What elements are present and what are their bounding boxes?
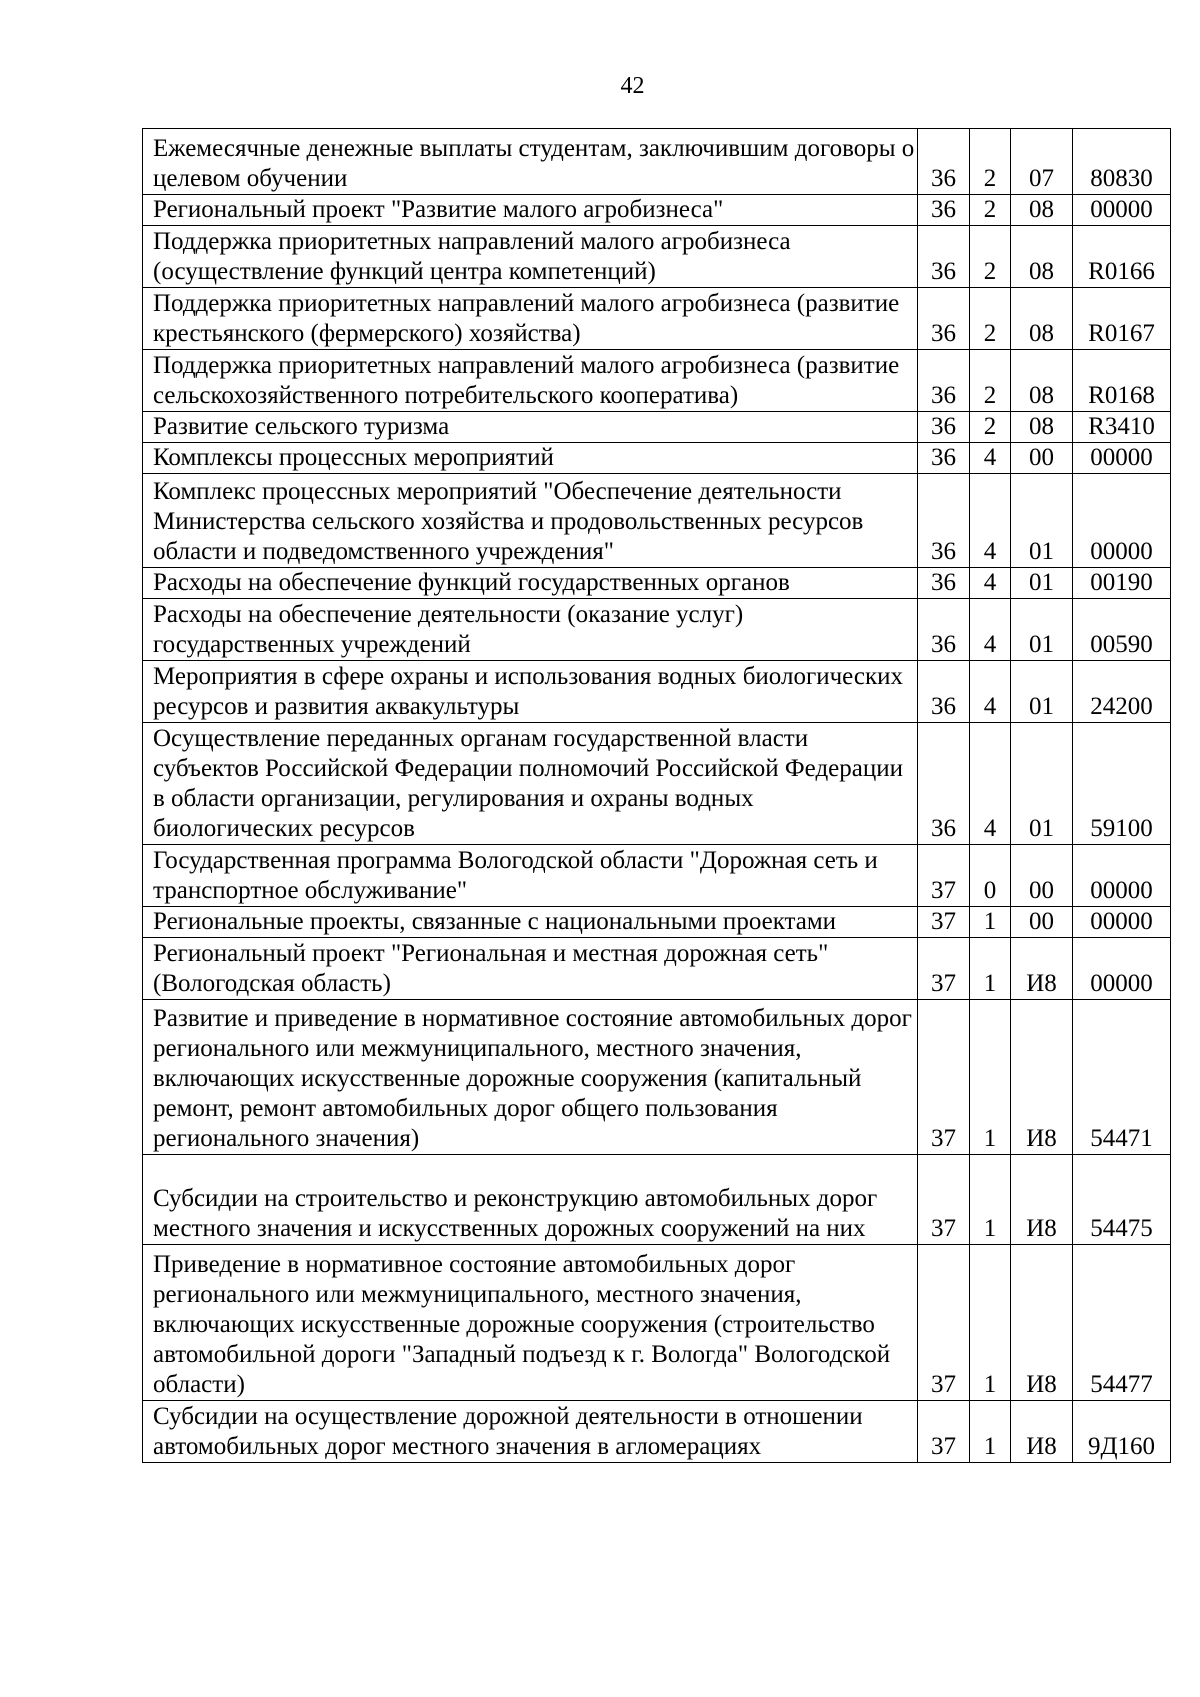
code-cell-4: 00000 bbox=[1073, 195, 1171, 226]
code-cell-2: 4 bbox=[970, 661, 1011, 723]
page-number: 42 bbox=[620, 73, 645, 99]
code-cell-3: И8 bbox=[1011, 1000, 1073, 1155]
row-name-cell: Региональный проект "Региональная и местная дорожная сеть" (Вологодская область) bbox=[143, 938, 918, 1000]
row-name-cell: Субсидии на осуществление дорожной деятельности в отношении автомобильных дорог местного значения в агломерациях bbox=[143, 1401, 918, 1463]
table-row bbox=[143, 350, 1171, 412]
table-row bbox=[143, 288, 1171, 350]
code-cell-2: 2 bbox=[970, 288, 1011, 350]
code-cell-4: 00000 bbox=[1073, 474, 1171, 568]
code-cell-1: 36 bbox=[918, 129, 970, 195]
code-cell-2: 1 bbox=[970, 1155, 1011, 1245]
row-name-cell: Расходы на обеспечение функций государственных органов bbox=[143, 568, 918, 599]
budget-classification-table bbox=[142, 128, 1171, 1463]
table-row bbox=[143, 226, 1171, 288]
code-cell-3: 01 bbox=[1011, 723, 1073, 845]
row-name-cell: Развитие сельского туризма bbox=[143, 412, 918, 443]
code-cell-4: R0166 bbox=[1073, 226, 1171, 288]
code-cell-1: 37 bbox=[918, 845, 970, 907]
code-cell-4: 80830 bbox=[1073, 129, 1171, 195]
code-cell-2: 4 bbox=[970, 443, 1011, 474]
code-cell-1: 36 bbox=[918, 288, 970, 350]
code-cell-2: 2 bbox=[970, 412, 1011, 443]
code-cell-3: 00 bbox=[1011, 845, 1073, 907]
code-cell-1: 37 bbox=[918, 938, 970, 1000]
code-cell-3: И8 bbox=[1011, 1401, 1073, 1463]
code-cell-1: 36 bbox=[918, 412, 970, 443]
table-row bbox=[143, 474, 1171, 568]
row-name-cell: Поддержка приоритетных направлений малого агробизнеса (развитие сельскохозяйственного потребительского кооператива) bbox=[143, 350, 918, 412]
table-body bbox=[143, 129, 1171, 1463]
code-cell-2: 4 bbox=[970, 599, 1011, 661]
row-name-cell: Поддержка приоритетных направлений малого агробизнеса (развитие крестьянского (фермерского) хозяйства) bbox=[143, 288, 918, 350]
code-cell-4: 00000 bbox=[1073, 845, 1171, 907]
table-row bbox=[143, 195, 1171, 226]
code-cell-4: 00000 bbox=[1073, 443, 1171, 474]
code-cell-1: 37 bbox=[918, 1245, 970, 1401]
code-cell-3: И8 bbox=[1011, 1245, 1073, 1401]
code-cell-3: 08 bbox=[1011, 195, 1073, 226]
table-row bbox=[143, 661, 1171, 723]
code-cell-4: 54475 bbox=[1073, 1155, 1171, 1245]
code-cell-4: 54477 bbox=[1073, 1245, 1171, 1401]
code-cell-1: 37 bbox=[918, 1401, 970, 1463]
code-cell-1: 37 bbox=[918, 1155, 970, 1245]
table-row bbox=[143, 845, 1171, 907]
code-cell-3: 01 bbox=[1011, 661, 1073, 723]
code-cell-4: 59100 bbox=[1073, 723, 1171, 845]
code-cell-2: 1 bbox=[970, 907, 1011, 938]
code-cell-4: R3410 bbox=[1073, 412, 1171, 443]
code-cell-1: 36 bbox=[918, 226, 970, 288]
table-row bbox=[143, 1155, 1171, 1245]
code-cell-2: 4 bbox=[970, 568, 1011, 599]
code-cell-1: 36 bbox=[918, 443, 970, 474]
code-cell-1: 36 bbox=[918, 568, 970, 599]
row-name-cell: Осуществление переданных органам государственной власти субъектов Российской Федерации полномочий Российской Федерации в области организации, регулирования и охраны водных биологических ресурсов bbox=[143, 723, 918, 845]
code-cell-1: 37 bbox=[918, 907, 970, 938]
code-cell-4: 00000 bbox=[1073, 907, 1171, 938]
code-cell-2: 2 bbox=[970, 226, 1011, 288]
code-cell-1: 36 bbox=[918, 350, 970, 412]
code-cell-4: 9Д160 bbox=[1073, 1401, 1171, 1463]
row-name-cell: Государственная программа Вологодской области "Дорожная сеть и транспортное обслуживание" bbox=[143, 845, 918, 907]
code-cell-3: И8 bbox=[1011, 1155, 1073, 1245]
code-cell-4: 00000 bbox=[1073, 938, 1171, 1000]
row-name-cell: Приведение в нормативное состояние автомобильных дорог регионального или межмуниципального, местного значения, включающих искусственные дорожные сооружения (строительство автомобильной дороги "Западный подъезд к г. Вологда" Вологодской области) bbox=[143, 1245, 918, 1401]
code-cell-2: 0 bbox=[970, 845, 1011, 907]
code-cell-2: 2 bbox=[970, 195, 1011, 226]
row-name-cell: Мероприятия в сфере охраны и использования водных биологических ресурсов и развития аквакультуры bbox=[143, 661, 918, 723]
code-cell-1: 36 bbox=[918, 195, 970, 226]
code-cell-4: R0168 bbox=[1073, 350, 1171, 412]
row-name-cell: Субсидии на строительство и реконструкцию автомобильных дорог местного значения и искусственных дорожных сооружений на них bbox=[143, 1155, 918, 1245]
table-row bbox=[143, 412, 1171, 443]
table-row bbox=[143, 907, 1171, 938]
row-name-cell: Региональный проект "Развитие малого агробизнеса" bbox=[143, 195, 918, 226]
code-cell-3: 07 bbox=[1011, 129, 1073, 195]
code-cell-2: 2 bbox=[970, 350, 1011, 412]
table-row bbox=[143, 1000, 1171, 1155]
code-cell-2: 1 bbox=[970, 1401, 1011, 1463]
code-cell-3: 08 bbox=[1011, 226, 1073, 288]
code-cell-3: 01 bbox=[1011, 568, 1073, 599]
code-cell-3: 08 bbox=[1011, 412, 1073, 443]
code-cell-3: 08 bbox=[1011, 288, 1073, 350]
code-cell-2: 2 bbox=[970, 129, 1011, 195]
table-row bbox=[143, 723, 1171, 845]
code-cell-1: 36 bbox=[918, 599, 970, 661]
code-cell-3: 01 bbox=[1011, 474, 1073, 568]
row-name-cell: Ежемесячные денежные выплаты студентам, заключившим договоры о целевом обучении bbox=[143, 129, 918, 195]
code-cell-4: 24200 bbox=[1073, 661, 1171, 723]
code-cell-1: 36 bbox=[918, 474, 970, 568]
table-row bbox=[143, 938, 1171, 1000]
code-cell-4: 00590 bbox=[1073, 599, 1171, 661]
code-cell-1: 36 bbox=[918, 723, 970, 845]
code-cell-2: 1 bbox=[970, 1000, 1011, 1155]
row-name-cell: Региональные проекты, связанные с национальными проектами bbox=[143, 907, 918, 938]
code-cell-1: 36 bbox=[918, 661, 970, 723]
table-row bbox=[143, 1245, 1171, 1401]
table-row bbox=[143, 568, 1171, 599]
row-name-cell: Поддержка приоритетных направлений малого агробизнеса (осуществление функций центра компетенций) bbox=[143, 226, 918, 288]
code-cell-3: 00 bbox=[1011, 907, 1073, 938]
table-row bbox=[143, 1401, 1171, 1463]
row-name-cell: Комплексы процессных мероприятий bbox=[143, 443, 918, 474]
row-name-cell: Комплекс процессных мероприятий "Обеспечение деятельности Министерства сельского хозяйства и продовольственных ресурсов области и подведомственного учреждения" bbox=[143, 474, 918, 568]
code-cell-3: И8 bbox=[1011, 938, 1073, 1000]
table-row bbox=[143, 599, 1171, 661]
code-cell-4: R0167 bbox=[1073, 288, 1171, 350]
code-cell-4: 54471 bbox=[1073, 1000, 1171, 1155]
row-name-cell: Развитие и приведение в нормативное состояние автомобильных дорог регионального или межмуниципального, местного значения, включающих искусственные дорожные сооружения (капитальный ремонт, ремонт автомобильных дорог общего пользования регионального значения) bbox=[143, 1000, 918, 1155]
code-cell-2: 1 bbox=[970, 938, 1011, 1000]
code-cell-1: 37 bbox=[918, 1000, 970, 1155]
table-row bbox=[143, 443, 1171, 474]
code-cell-2: 4 bbox=[970, 474, 1011, 568]
table-row bbox=[143, 129, 1171, 195]
row-name-cell: Расходы на обеспечение деятельности (оказание услуг) государственных учреждений bbox=[143, 599, 918, 661]
code-cell-4: 00190 bbox=[1073, 568, 1171, 599]
code-cell-3: 01 bbox=[1011, 599, 1073, 661]
code-cell-3: 08 bbox=[1011, 350, 1073, 412]
code-cell-3: 00 bbox=[1011, 443, 1073, 474]
code-cell-2: 1 bbox=[970, 1245, 1011, 1401]
code-cell-2: 4 bbox=[970, 723, 1011, 845]
